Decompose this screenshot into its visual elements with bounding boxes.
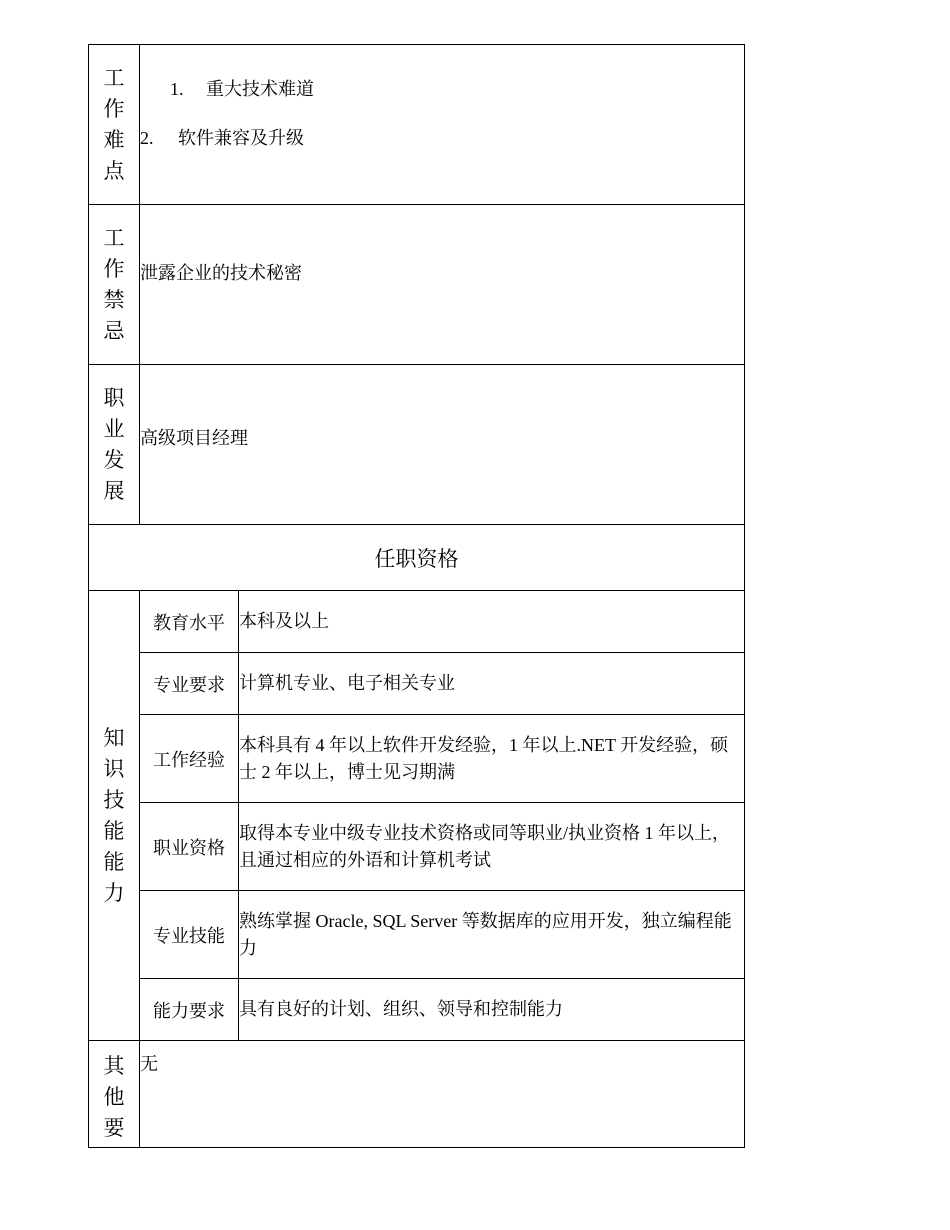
label-char: 发: [103, 447, 125, 472]
label-char: 能: [103, 818, 125, 843]
qual-row-value: 熟练掌握 Oracle, SQL Server 等数据库的应用开发，独立编程能力: [239, 891, 745, 979]
label-char: 能: [103, 849, 125, 874]
career-content: [140, 365, 745, 525]
label-char: 要: [103, 1116, 125, 1140]
label-char: 忌: [103, 318, 125, 343]
qualifications-label: [89, 591, 140, 1041]
difficulties-content: [140, 45, 745, 205]
career-row: [89, 365, 745, 525]
job-table: [88, 44, 745, 1148]
qual-row-value: 计算机专业、电子相关专业: [239, 653, 745, 715]
qual-row-name: 能力要求: [140, 979, 239, 1041]
career-label: [89, 365, 140, 525]
difficulties-row: [89, 45, 745, 205]
qual-row-name: 专业要求: [140, 653, 239, 715]
qual-row-value: 取得本专业中级专业技术资格或同等职业/执业资格 1 年以上，且通过相应的外语和计算机考试: [239, 803, 745, 891]
label-char: 工: [103, 225, 125, 250]
label-char: 禁: [103, 287, 125, 312]
qual-row-value: 本科具有 4 年以上软件开发经验，1 年以上.NET 开发经验，硕士 2 年以上，博士见习期满: [239, 715, 745, 803]
other-label: [89, 1041, 140, 1148]
qualifications-title: 任职资格: [89, 525, 745, 591]
qual-row-name: 工作经验: [140, 715, 239, 803]
qualifications-title-row: [89, 525, 745, 591]
label-char: 点: [103, 158, 125, 183]
qual-row-value: 本科及以上: [239, 591, 745, 653]
qual-row-name: 教育水平: [140, 591, 239, 653]
label-char: 作: [103, 96, 125, 121]
label-char: 识: [103, 756, 125, 781]
job-description-document: [88, 44, 744, 1148]
label-char: 他: [103, 1085, 125, 1109]
label-char: 职: [103, 385, 125, 410]
qual-row: [89, 979, 745, 1041]
qual-row: [89, 591, 745, 653]
label-char: 知: [103, 725, 125, 750]
other-content: [140, 1041, 745, 1148]
qual-row: [89, 803, 745, 891]
label-char: 工: [103, 65, 125, 90]
taboos-row: [89, 205, 745, 365]
qual-row: [89, 891, 745, 979]
qual-row-name: 专业技能: [140, 891, 239, 979]
other-row: [89, 1041, 745, 1148]
label-char: 力: [103, 880, 125, 905]
other-text: 无: [140, 1054, 158, 1074]
difficulty-item-2: 2. 软件兼容及升级: [140, 128, 304, 148]
label-char: 业: [103, 416, 125, 441]
taboos-label: [89, 205, 140, 365]
qual-row: [89, 653, 745, 715]
taboos-content: [140, 205, 745, 365]
career-text: 高级项目经理: [140, 428, 248, 448]
qual-row-name: 职业资格: [140, 803, 239, 891]
label-char: 其: [103, 1054, 125, 1078]
label-char: 技: [103, 787, 125, 812]
label-char: 展: [103, 478, 125, 503]
difficulties-label: [89, 45, 140, 205]
label-char: 难: [103, 127, 125, 152]
qual-row-value: 具有良好的计划、组织、领导和控制能力: [239, 979, 745, 1041]
taboos-text: 泄露企业的技术秘密: [140, 263, 302, 283]
label-char: 作: [103, 256, 125, 281]
difficulty-item-1: 1. 重大技术难道: [170, 79, 314, 99]
qual-row: [89, 715, 745, 803]
